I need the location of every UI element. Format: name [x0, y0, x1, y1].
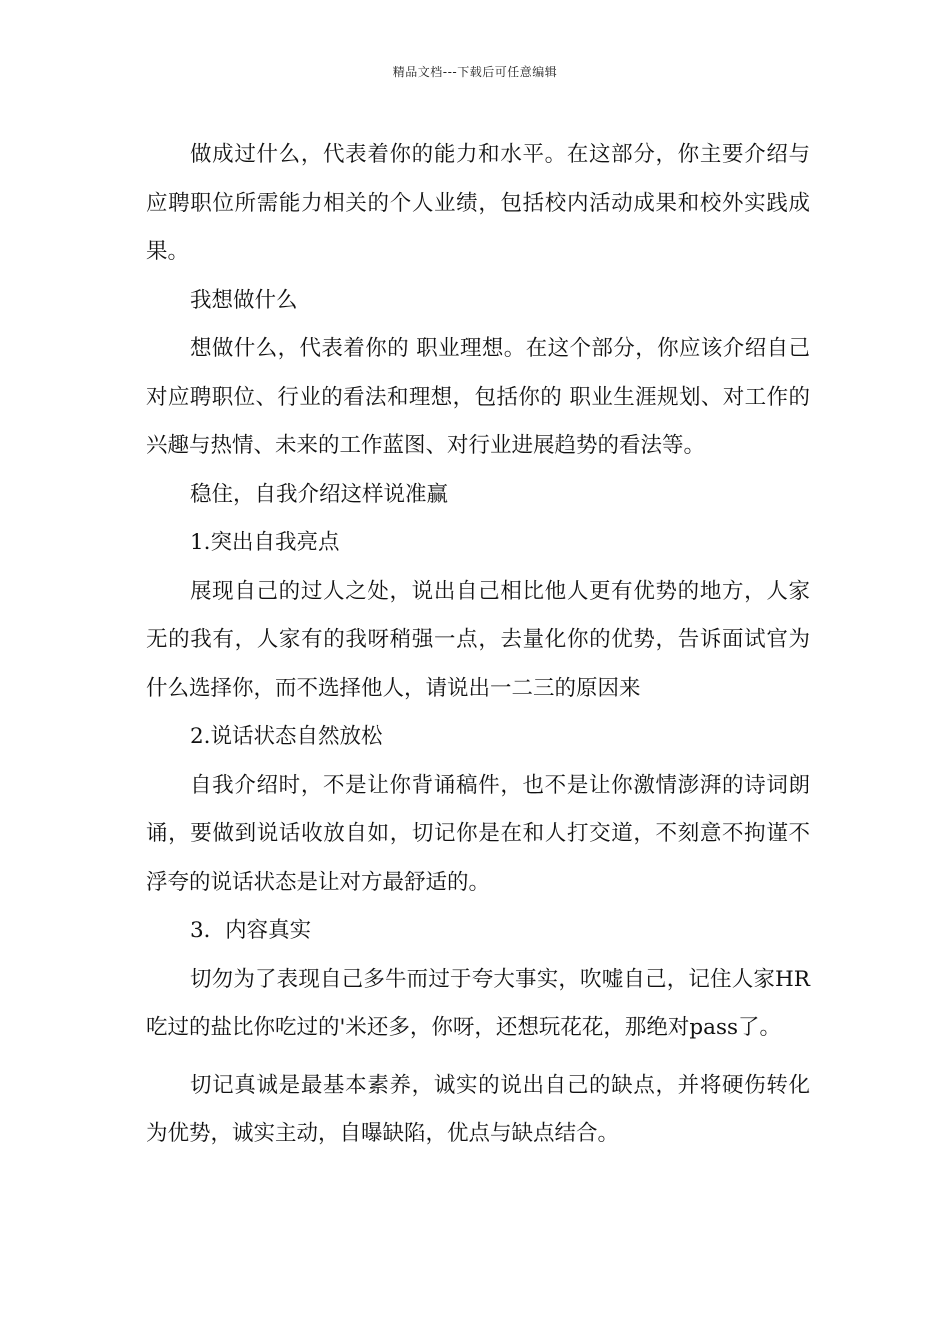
paragraph-relaxed: 自我介绍时，不是让你背诵稿件，也不是让你激情澎湃的诗词朗诵，要做到说话收放自如，切记你是在和人打交道，不刻意不拘谨不浮夸的说话状态是让对方最舒适的。 — [146, 772, 810, 895]
heading-highlight: 1.突出自我亮点 — [190, 530, 340, 555]
paragraph-truthful: 切勿为了表现自己多牛而过于夸大事实，吹嘘自己，记住人家HR吃过的盐比你吃过的'米还多，你呀，还想玩花花，那绝对pass了。 — [146, 966, 810, 1040]
page-header: 精品文档---下载后可任意编辑 — [392, 65, 558, 79]
heading-what-i-want: 我想做什么 — [190, 287, 298, 313]
paragraph-achievements: 做成过什么，代表着你的能力和水平。在这部分，你主要介绍与应聘职位所需能力相关的个人业绩，包括校内活动成果和校外实践成果。 — [146, 142, 810, 264]
paragraph-career-ideal: 想做什么，代表着你的 职业理想。在这个部分，你应该介绍自己对应聘职位、行业的看法和理想，包括你的 职业生涯规划、对工作的兴趣与热情、未来的工作蓝图、对行业进展趋势的看法等。 — [146, 336, 810, 458]
paragraph-highlight: 展现自己的过人之处，说出自己相比他人更有优势的地方，人家无的我有，人家有的我呀稍强一点，去量化你的优势，告诉面试官为什么选择你，而不选择他人，请说出一二三的原因来 — [146, 578, 810, 701]
heading-relaxed: 2.说话状态自然放松 — [190, 724, 383, 749]
heading-self-intro-tips: 稳住，自我介绍这样说准赢 — [190, 481, 449, 507]
heading-truthful: 3．内容真实 — [190, 918, 312, 943]
document-body — [146, 131, 810, 1159]
paragraph-sincerity: 切记真诚是最基本素养，诚实的说出自己的缺点，并将硬伤转化为优势，诚实主动，自曝缺陷，优点与缺点结合。 — [146, 1072, 810, 1146]
